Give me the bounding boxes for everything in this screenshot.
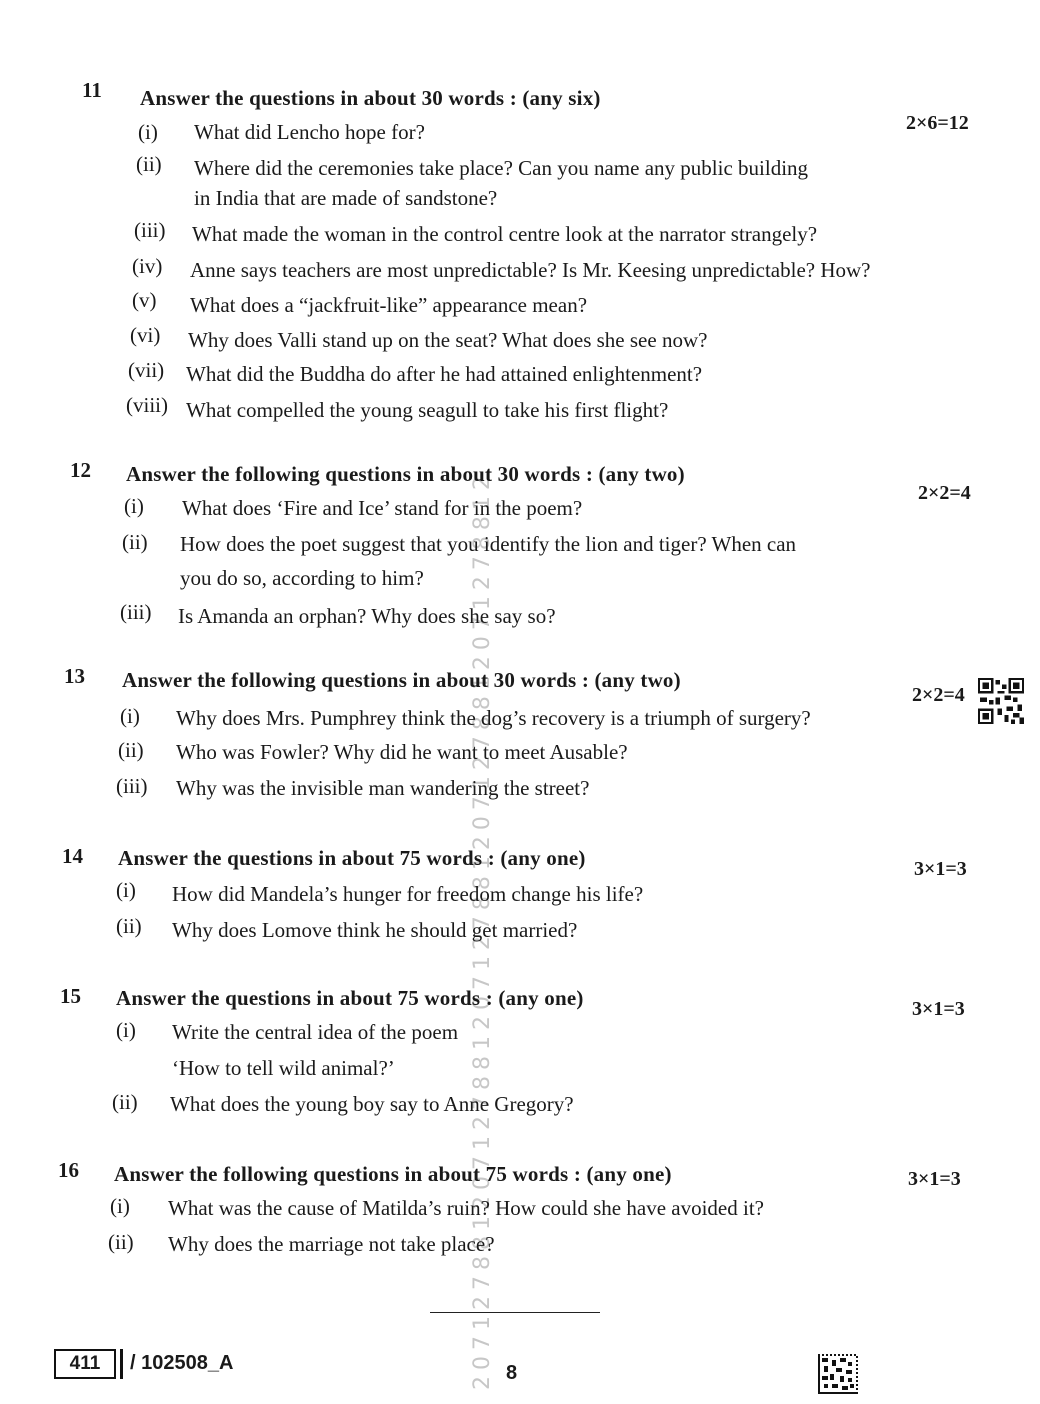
item-label: (v)	[132, 288, 157, 312]
paper-code: / 102508_A	[130, 1352, 234, 1374]
item-text: Why does Valli stand up on the seat? What does she see now?	[188, 328, 708, 352]
question-marks: 2×6=12	[906, 112, 969, 134]
question-heading: Answer the following questions in about 30 words : (any two)	[126, 462, 685, 486]
item-text: Write the central idea of the poem	[172, 1020, 459, 1044]
item-label: (ii)	[136, 152, 162, 176]
item-text: Why does Mrs. Pumphrey think the dog’s recovery is a triumph of surgery?	[176, 706, 811, 730]
item-text: What does ‘Fire and Ice’ stand for in the poem?	[182, 496, 583, 520]
question-number: 16	[58, 1158, 79, 1182]
item-label: (i)	[124, 494, 144, 518]
question-heading: Answer the following questions in about 75 words : (any one)	[114, 1162, 672, 1186]
question-heading: Answer the questions in about 75 words : (any one)	[116, 986, 584, 1010]
item-label: (i)	[116, 1018, 136, 1042]
item-text-continued: ‘How to tell wild animal?’	[172, 1056, 395, 1080]
item-label: (vi)	[130, 323, 161, 347]
item-text: How does the poet suggest that you identify the lion and tiger? When can	[180, 532, 797, 556]
question-heading: Answer the following questions in about 30 words : (any two)	[122, 668, 681, 692]
question-number: 15	[60, 984, 81, 1008]
item-label: (ii)	[112, 1090, 138, 1114]
question-marks: 3×1=3	[914, 858, 967, 880]
question-number: 11	[82, 78, 102, 102]
serial-watermark: 2071278812071278812071278812071278812071278812	[470, 470, 495, 1390]
item-label: (ii)	[116, 914, 142, 938]
qr-code-icon	[978, 678, 1024, 724]
item-text-continued: in India that are made of sandstone?	[194, 186, 498, 210]
item-label: (ii)	[108, 1230, 134, 1254]
question-marks: 2×2=4	[918, 482, 971, 504]
item-text: What compelled the young seagull to take his first flight?	[186, 398, 669, 422]
item-text: Why was the invisible man wandering the street?	[176, 776, 590, 800]
item-label: (i)	[116, 878, 136, 902]
item-text: What did the Buddha do after he had attained enlightenment?	[186, 362, 703, 386]
item-text: Why does the marriage not take place?	[168, 1232, 495, 1256]
item-text: Why does Lomove think he should get married?	[172, 918, 578, 942]
page-number: 8	[506, 1362, 518, 1384]
code-separator	[120, 1349, 123, 1379]
question-number: 13	[64, 664, 85, 688]
item-label: (iv)	[132, 254, 163, 278]
item-label: (i)	[120, 704, 140, 728]
item-text: What does a “jackfruit-like” appearance mean?	[190, 293, 588, 317]
question-number: 14	[62, 844, 83, 868]
question-heading: Answer the questions in about 75 words : (any one)	[118, 846, 586, 870]
question-heading: Answer the questions in about 30 words : (any six)	[140, 86, 601, 110]
item-label: (iii)	[120, 600, 152, 624]
subject-code-box: 411	[54, 1349, 116, 1379]
item-text: How did Mandela’s hunger for freedom change his life?	[172, 882, 644, 906]
item-text: What made the woman in the control centre look at the narrator strangely?	[192, 222, 818, 246]
item-label: (ii)	[122, 530, 148, 554]
item-text: What does the young boy say to Anne Gregory?	[170, 1092, 574, 1116]
item-text: Anne says teachers are most unpredictable? Is Mr. Keesing unpredictable? How?	[190, 258, 871, 282]
item-text: What did Lencho hope for?	[194, 120, 425, 144]
data-matrix-icon	[818, 1354, 858, 1394]
question-number: 12	[70, 458, 91, 482]
item-label: (iii)	[116, 774, 148, 798]
item-text: What was the cause of Matilda’s ruin? How could she have avoided it?	[168, 1196, 764, 1220]
question-marks: 3×1=3	[908, 1168, 961, 1190]
item-text: Where did the ceremonies take place? Can you name any public building	[194, 156, 809, 180]
item-label: (i)	[138, 120, 158, 144]
item-label: (viii)	[126, 393, 168, 417]
item-label: (iii)	[134, 218, 166, 242]
item-label: (i)	[110, 1194, 130, 1218]
footer-rule	[430, 1312, 600, 1313]
item-label: (ii)	[118, 738, 144, 762]
item-text: Who was Fowler? Why did he want to meet Ausable?	[176, 740, 628, 764]
question-marks: 3×1=3	[912, 998, 965, 1020]
item-label: (vii)	[128, 358, 165, 382]
item-text: Is Amanda an orphan? Why does she say so?	[178, 604, 556, 628]
question-marks: 2×2=4	[912, 684, 965, 706]
item-text-continued: you do so, according to him?	[180, 566, 424, 590]
